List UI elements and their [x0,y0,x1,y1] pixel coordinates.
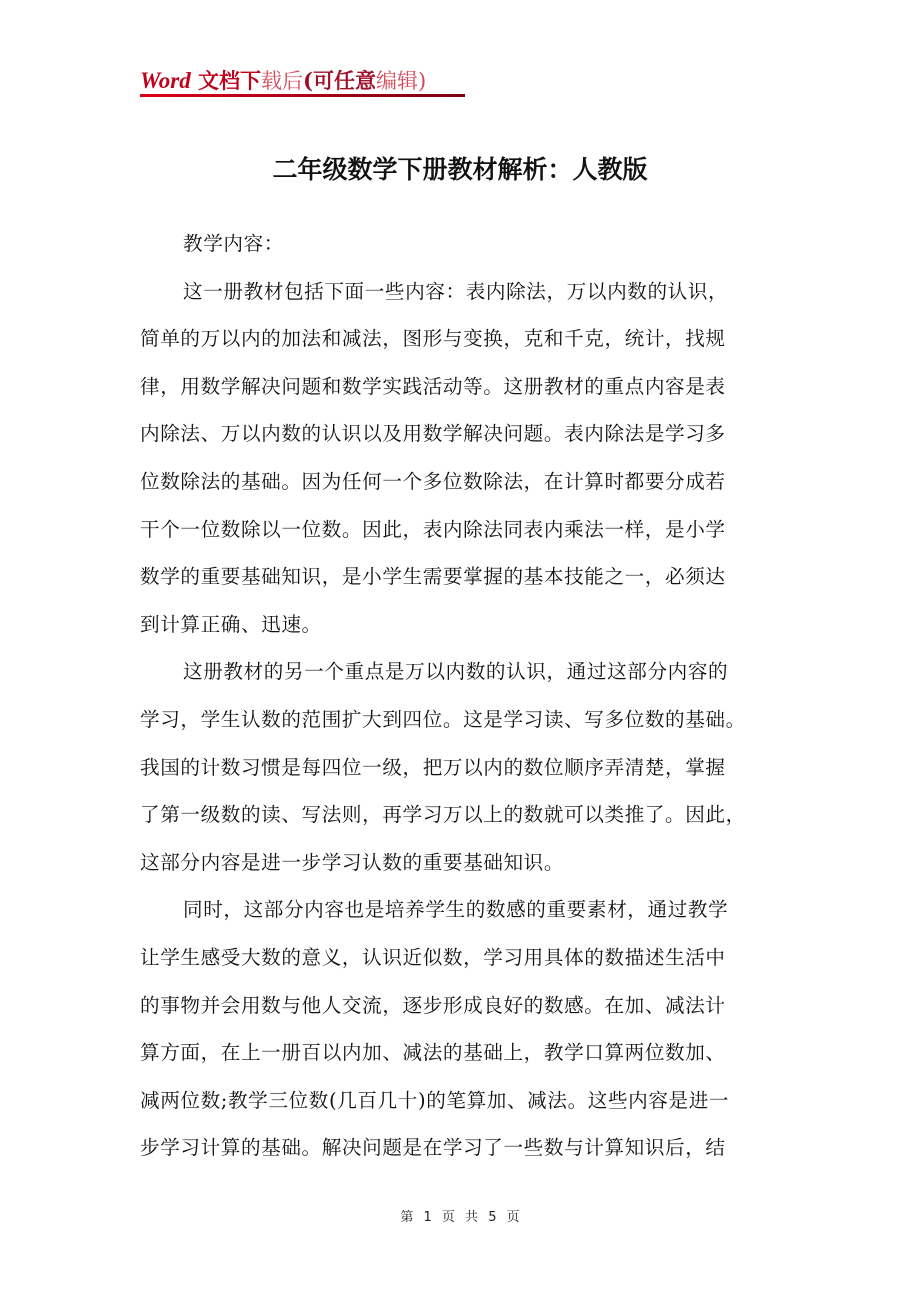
text-line: 的事物并会用数与他人交流，逐步形成良好的数感。在加、减法计 [140,993,726,1017]
text-line: 步学习计算的基础。解决问题是在学习了一些数与计算知识后，结 [140,1136,726,1160]
paragraph [140,894,780,1180]
text-line: 算方面，在上一册百以内加、减法的基础上，教学口算两位数加、 [140,1041,726,1065]
document-body [140,228,780,1180]
document-title: 二年级数学下册教材解析：人教版 [272,155,648,184]
banner-underline [140,94,465,97]
download-banner [140,66,426,96]
page-footer: 第 1 页 共 5 页 [400,1210,520,1225]
text-line: 我国的计数习惯是每四位一级，把万以内的数位顺序弄清楚，掌握 [140,755,726,779]
text-line: 让学生感受大数的意义，认识近似数，学习用具体的数描述生活中 [140,945,726,969]
banner-word: Word [140,68,191,93]
text-line: 内除法、万以内数的认识以及用数学解决问题。表内除法是学习多 [140,422,726,446]
text-line: 位数除法的基础。因为任何一个多位数除法，在计算时都要分成若 [140,469,726,493]
paragraph [140,228,780,276]
text-line: 简单的万以内的加法和减法，图形与变换，克和千克，统计，找规 [140,327,726,351]
text-line: 了第一级数的读、写法则，再学习万以上的数就可以类推了。因此， [140,803,746,827]
text-line: 教学内容： [183,232,284,255]
text-line: 学习，学生认数的范围扩大到四位。这是学习读、写多位数的基础。 [140,707,746,731]
banner-part4: 编辑) [375,69,427,93]
text-line: 减两位数;教学三位数(几百几十)的笔算加、减法。这些内容是进一 [140,1088,730,1112]
banner-part3: (可任意 [303,68,376,93]
text-line: 干个一位数除以一位数。因此，表内除法同表内乘法一样，是小学 [140,517,726,541]
text-line: 这册教材的另一个重点是万以内数的认识，通过这部分内容的 [183,660,729,684]
banner-part1: 文档下 [190,68,262,93]
text-line: 到计算正确、迅速。 [140,612,322,636]
text-line: 律，用数学解决问题和数学实践活动等。这册教材的重点内容是表 [140,374,726,398]
banner-part2: 载后 [261,69,304,93]
paragraph [140,656,780,894]
text-line: 同时，这部分内容也是培养学生的数感的重要素材，通过教学 [183,898,729,922]
paragraph [140,276,780,657]
text-line: 数学的重要基础知识，是小学生需要掌握的基本技能之一，必须达 [140,565,726,589]
text-line: 这部分内容是进一步学习认数的重要基础知识。 [140,850,565,874]
text-line: 这一册教材包括下面一些内容：表内除法，万以内数的认识， [183,279,729,303]
